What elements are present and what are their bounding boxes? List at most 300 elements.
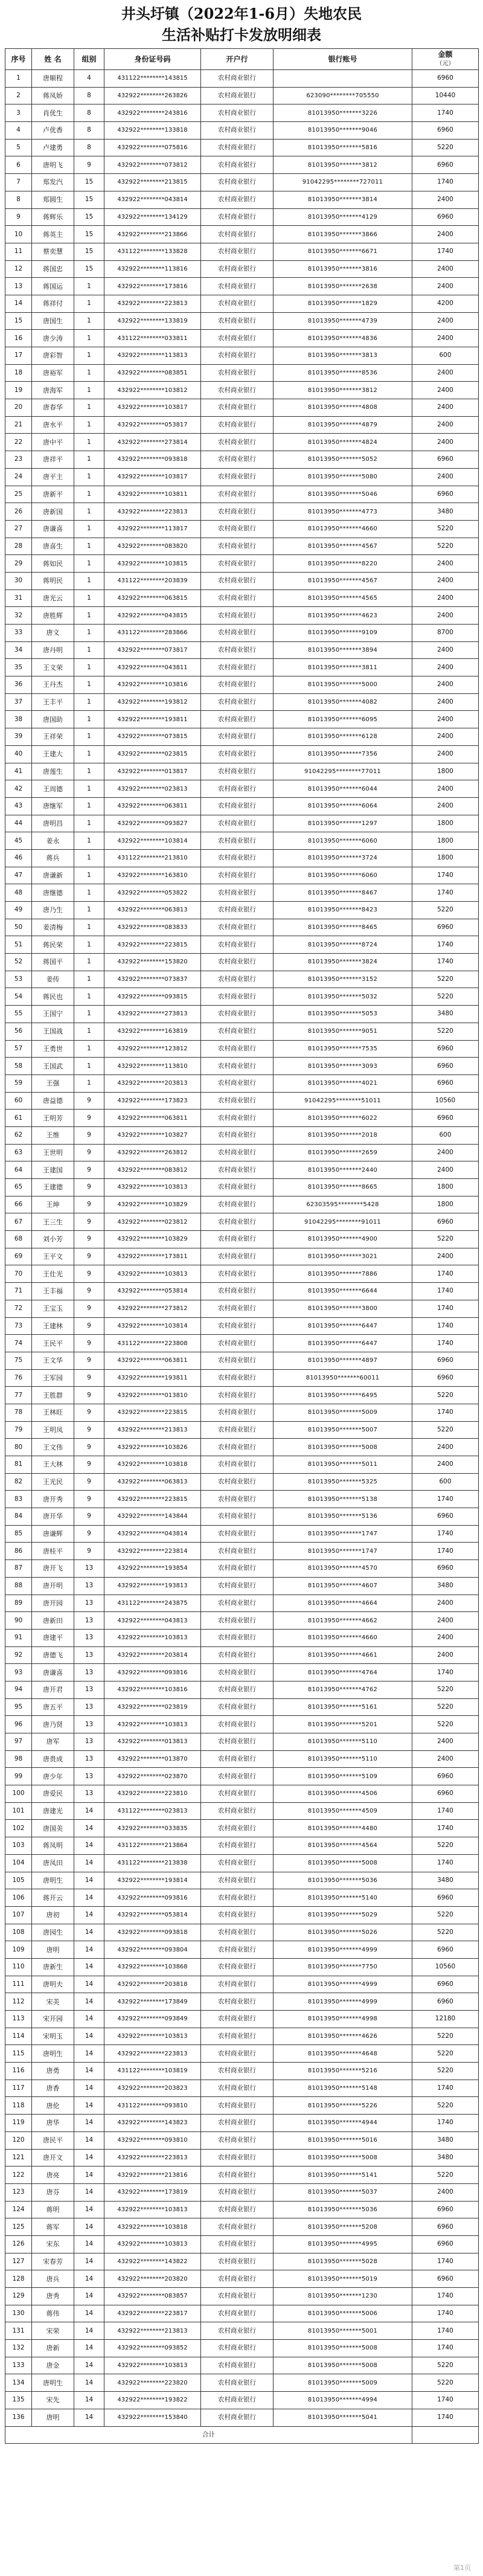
- table-row: [5, 2322, 479, 2340]
- cell-bank: 农村商业银行: [201, 1213, 273, 1231]
- cell-no: 27: [5, 520, 32, 538]
- table-row: [5, 1508, 479, 1526]
- cell-account: 81013950*******6447: [273, 1317, 412, 1335]
- cell-amount: 2400: [412, 330, 479, 347]
- cell-no: 72: [5, 1300, 32, 1317]
- cell-account: 81013950*******3800: [273, 1300, 412, 1317]
- cell-id: 432922********113810: [104, 1058, 201, 1075]
- cell-group: 1: [74, 676, 104, 694]
- cell-account: 81013950*******6060: [273, 832, 412, 850]
- table-row: [5, 399, 479, 417]
- cell-group: 9: [74, 1248, 104, 1265]
- cell-amount: 6960: [412, 1213, 479, 1231]
- cell-account: 81013950*******8724: [273, 936, 412, 954]
- cell-bank: 农村商业银行: [201, 1352, 273, 1369]
- table-row: [5, 971, 479, 988]
- table-row: [5, 122, 479, 140]
- cell-amount: 5220: [412, 139, 479, 156]
- cell-bank: 农村商业银行: [201, 1560, 273, 1578]
- cell-name: 蒋兵: [32, 849, 74, 867]
- cell-bank: 农村商业银行: [201, 902, 273, 919]
- cell-no: 102: [5, 1820, 32, 1837]
- table-row: [5, 1387, 479, 1404]
- cell-account: 81013950*******5029: [273, 1906, 412, 1924]
- cell-no: 66: [5, 1196, 32, 1213]
- cell-name: 唐香: [32, 2080, 74, 2097]
- cell-no: 32: [5, 607, 32, 625]
- cell-no: 116: [5, 2063, 32, 2080]
- cell-account: 81013950*******4998: [273, 2011, 412, 2028]
- cell-name: 唐明飞: [32, 156, 74, 174]
- cell-bank: 农村商业银行: [201, 1889, 273, 1907]
- cell-id: 432922********173819: [104, 2183, 201, 2201]
- table-row: [5, 1750, 479, 1768]
- cell-account: 81013950*******4567: [273, 572, 412, 589]
- cell-no: 40: [5, 745, 32, 763]
- table-row: [5, 832, 479, 850]
- cell-id: 432922********103817: [104, 399, 201, 417]
- cell-id: 432922********263812: [104, 1144, 201, 1161]
- cell-group: 14: [74, 2374, 104, 2392]
- cell-name: 王仕光: [32, 1265, 74, 1283]
- cell-group: 14: [74, 1941, 104, 1959]
- cell-account: 81013950*******4762: [273, 1681, 412, 1698]
- cell-amount: 1740: [412, 1525, 479, 1543]
- cell-amount: 2400: [412, 1456, 479, 1474]
- cell-name: 王勇世: [32, 1040, 74, 1058]
- cell-amount: 6960: [412, 70, 479, 88]
- cell-group: 1: [74, 278, 104, 295]
- cell-id: 432922********143823: [104, 2115, 201, 2132]
- cell-no: 84: [5, 1508, 32, 1526]
- cell-account: 81013950*******5110: [273, 1733, 412, 1751]
- cell-bank: 农村商业银行: [201, 1820, 273, 1837]
- cell-account: 81013950*******5037: [273, 2183, 412, 2201]
- cell-name: 唐彩智: [32, 347, 74, 365]
- cell-amount: 1800: [412, 832, 479, 850]
- cell-id: 432922********213816: [104, 2166, 201, 2184]
- cell-account: 81013950*******3824: [273, 954, 412, 971]
- cell-id: 432922********103814: [104, 832, 201, 850]
- cell-no: 10: [5, 226, 32, 243]
- cell-id: 432922********153840: [104, 2409, 201, 2426]
- cell-name: 唐德飞: [32, 1646, 74, 1664]
- cell-no: 124: [5, 2201, 32, 2218]
- cell-id: 432922********123812: [104, 1040, 201, 1058]
- header-amount-label: 金额: [438, 50, 453, 59]
- cell-name: 唐勇: [32, 2063, 74, 2080]
- cell-id: 432922********103813: [104, 2028, 201, 2045]
- cell-account: 81013950*******5080: [273, 468, 412, 486]
- cell-id: 432922********103813: [104, 2235, 201, 2253]
- cell-name: 唐凤田: [32, 1854, 74, 1872]
- cell-no: 48: [5, 884, 32, 902]
- table-row: [5, 2270, 479, 2288]
- cell-amount: 600: [412, 1473, 479, 1491]
- cell-amount: 2400: [412, 1144, 479, 1161]
- cell-name: 唐开秀: [32, 1491, 74, 1508]
- cell-account: 81013950*******5007: [273, 1421, 412, 1439]
- cell-amount: 10560: [412, 1958, 479, 1976]
- cell-account: 81013950*******4509: [273, 1802, 412, 1820]
- cell-amount: 6960: [412, 1369, 479, 1387]
- cell-id: 432922********093852: [104, 2340, 201, 2357]
- cell-name: 王坤: [32, 1196, 74, 1213]
- cell-id: 432922********013813: [104, 1733, 201, 1751]
- cell-bank: 农村商业银行: [201, 1854, 273, 1872]
- table-row: [5, 1126, 479, 1144]
- cell-amount: 2400: [412, 659, 479, 676]
- cell-bank: 农村商业银行: [201, 1577, 273, 1595]
- cell-group: 14: [74, 2218, 104, 2236]
- cell-no: 69: [5, 1248, 32, 1265]
- cell-id: 432922********043811: [104, 659, 201, 676]
- cell-account: 81013950*******3814: [273, 191, 412, 208]
- cell-no: 121: [5, 2149, 32, 2166]
- table-row: [5, 2131, 479, 2149]
- cell-no: 59: [5, 1074, 32, 1092]
- cell-no: 89: [5, 1595, 32, 1612]
- cell-bank: 农村商业银行: [201, 2011, 273, 2028]
- cell-no: 117: [5, 2080, 32, 2097]
- cell-group: 13: [74, 1560, 104, 1578]
- cell-group: 14: [74, 2149, 104, 2166]
- cell-id: 432922********143844: [104, 1508, 201, 1526]
- table-row: [5, 1110, 479, 1127]
- cell-amount: 4200: [412, 295, 479, 312]
- cell-amount: 5220: [412, 2028, 479, 2045]
- cell-name: 蒋如民: [32, 555, 74, 573]
- cell-group: 1: [74, 486, 104, 503]
- cell-account: 81013950*******3812: [273, 156, 412, 174]
- table-row: [5, 260, 479, 278]
- cell-group: 9: [74, 1265, 104, 1283]
- table-row: [5, 486, 479, 503]
- cell-amount: 1740: [412, 2409, 479, 2426]
- cell-group: 15: [74, 243, 104, 260]
- cell-no: 131: [5, 2322, 32, 2340]
- cell-no: 52: [5, 954, 32, 971]
- cell-bank: 农村商业银行: [201, 832, 273, 850]
- cell-bank: 农村商业银行: [201, 1681, 273, 1698]
- table-row: [5, 1248, 479, 1265]
- cell-group: 9: [74, 1491, 104, 1508]
- cell-name: 唐祥平: [32, 451, 74, 469]
- cell-no: 38: [5, 711, 32, 728]
- cell-bank: 农村商业银行: [201, 867, 273, 884]
- cell-account: 81013950*******6447: [273, 1335, 412, 1352]
- cell-name: 王国宁: [32, 1006, 74, 1023]
- cell-bank: 农村商业银行: [201, 2201, 273, 2218]
- cell-amount: 6960: [412, 2235, 479, 2253]
- cell-account: 81013950*******5028: [273, 2253, 412, 2270]
- cell-account: 81013950*******4626: [273, 2028, 412, 2045]
- table-row: [5, 1698, 479, 1716]
- cell-group: 1: [74, 434, 104, 451]
- cell-amount: 5220: [412, 2357, 479, 2374]
- table-row: [5, 1976, 479, 1993]
- cell-amount: 6960: [412, 1993, 479, 2011]
- cell-no: 55: [5, 1006, 32, 1023]
- cell-id: 432922********113813: [104, 347, 201, 365]
- cell-bank: 农村商业银行: [201, 434, 273, 451]
- cell-bank: 农村商业银行: [201, 1473, 273, 1491]
- table-row: [5, 1629, 479, 1646]
- cell-amount: 5220: [412, 971, 479, 988]
- cell-group: 14: [74, 2166, 104, 2184]
- cell-group: 8: [74, 87, 104, 104]
- table-row: [5, 1837, 479, 1855]
- cell-id: 432922********223813: [104, 2149, 201, 2166]
- cell-id: 432922********163819: [104, 1023, 201, 1040]
- table-row: [5, 2340, 479, 2357]
- cell-group: 14: [74, 2028, 104, 2045]
- cell-name: 唐明生: [32, 1872, 74, 1889]
- cell-account: 81013950*******5036: [273, 1872, 412, 1889]
- cell-name: 王国武: [32, 1058, 74, 1075]
- cell-name: 唐亮: [32, 2166, 74, 2184]
- cell-account: 81013950*******3724: [273, 849, 412, 867]
- cell-id: 432922********023815: [104, 745, 201, 763]
- cell-no: 113: [5, 2011, 32, 2028]
- cell-id: 432922********203818: [104, 1976, 201, 1993]
- cell-id: 432922********203820: [104, 2270, 201, 2288]
- cell-group: 14: [74, 2045, 104, 2063]
- cell-id: 432922********173816: [104, 278, 201, 295]
- header-bank: 开户行: [201, 49, 273, 70]
- cell-id: 432922********063811: [104, 1110, 201, 1127]
- cell-group: 1: [74, 468, 104, 486]
- cell-account: 81013950*******4999: [273, 1993, 412, 2011]
- cell-account: 91042295********727011: [273, 174, 412, 191]
- cell-account: 81013950*******4660: [273, 1629, 412, 1646]
- cell-id: 432922********223815: [104, 936, 201, 954]
- cell-account: 81013950*******5011: [273, 1456, 412, 1474]
- cell-name: 卢优香: [32, 122, 74, 140]
- cell-bank: 农村商业银行: [201, 312, 273, 330]
- cell-name: 唐莲生: [32, 763, 74, 780]
- cell-group: 4: [74, 70, 104, 88]
- cell-group: 14: [74, 2305, 104, 2322]
- cell-bank: 农村商业银行: [201, 676, 273, 694]
- cell-bank: 农村商业银行: [201, 1110, 273, 1127]
- cell-name: 唐水平: [32, 416, 74, 434]
- cell-id: 431122********133828: [104, 243, 201, 260]
- table-row: [5, 589, 479, 607]
- document-title: [0, 0, 483, 46]
- cell-account: 81013950*******5001: [273, 2322, 412, 2340]
- cell-id: 432922********043814: [104, 1525, 201, 1543]
- cell-bank: 农村商业银行: [201, 572, 273, 589]
- table-row: [5, 1491, 479, 1508]
- cell-amount: 1740: [412, 104, 479, 122]
- cell-bank: 农村商业银行: [201, 1283, 273, 1300]
- cell-bank: 农村商业银行: [201, 1387, 273, 1404]
- cell-group: 14: [74, 1837, 104, 1855]
- cell-no: 83: [5, 1491, 32, 1508]
- cell-amount: 6960: [412, 1941, 479, 1959]
- cell-group: 9: [74, 1439, 104, 1456]
- cell-name: 王明芳: [32, 1110, 74, 1127]
- cell-group: 14: [74, 1802, 104, 1820]
- cell-bank: 农村商业银行: [201, 2322, 273, 2340]
- cell-bank: 农村商业银行: [201, 1126, 273, 1144]
- cell-name: 王国战: [32, 1023, 74, 1040]
- cell-id: 432922********043815: [104, 607, 201, 625]
- cell-id: 432922********083851: [104, 364, 201, 382]
- cell-id: 432922********073812: [104, 156, 201, 174]
- cell-no: 120: [5, 2131, 32, 2149]
- cell-group: 9: [74, 1231, 104, 1248]
- cell-group: 1: [74, 399, 104, 417]
- cell-amount: 600: [412, 1126, 479, 1144]
- cell-amount: 1740: [412, 954, 479, 971]
- cell-bank: 农村商业银行: [201, 1144, 273, 1161]
- table-row: [5, 815, 479, 832]
- cell-account: 81013950*******5046: [273, 486, 412, 503]
- cell-id: 432922********103813: [104, 2201, 201, 2218]
- cell-no: 80: [5, 1439, 32, 1456]
- cell-amount: 1740: [412, 2392, 479, 2409]
- cell-bank: 农村商业银行: [201, 1785, 273, 1803]
- cell-id: 432922********043813: [104, 1612, 201, 1630]
- cell-amount: 6960: [412, 1889, 479, 1907]
- cell-amount: 2400: [412, 1629, 479, 1646]
- cell-amount: 1740: [412, 1300, 479, 1317]
- cell-id: 432922********093804: [104, 1941, 201, 1959]
- cell-group: 1: [74, 797, 104, 815]
- cell-name: 王建大: [32, 745, 74, 763]
- table-row: [5, 884, 479, 902]
- cell-group: 1: [74, 503, 104, 521]
- cell-name: 唐金: [32, 2357, 74, 2374]
- cell-name: 唐国助: [32, 711, 74, 728]
- table-row: [5, 849, 479, 867]
- cell-name: 宋开园: [32, 2011, 74, 2028]
- cell-no: 16: [5, 330, 32, 347]
- cell-no: 75: [5, 1352, 32, 1369]
- footer-total: [412, 2426, 479, 2444]
- table-row: [5, 1352, 479, 1369]
- cell-no: 77: [5, 1387, 32, 1404]
- cell-amount: 6960: [412, 1976, 479, 1993]
- cell-amount: 1800: [412, 849, 479, 867]
- cell-no: 86: [5, 1543, 32, 1560]
- cell-bank: 农村商业银行: [201, 347, 273, 365]
- title-line-2: 生活补贴打卡发放明细表: [162, 26, 321, 43]
- cell-name: 唐明生: [32, 2374, 74, 2392]
- cell-no: 1: [5, 70, 32, 88]
- cell-no: 78: [5, 1404, 32, 1421]
- cell-bank: 农村商业银行: [201, 2340, 273, 2357]
- table-row: [5, 902, 479, 919]
- cell-account: 91042295********91011: [273, 1213, 412, 1231]
- cell-name: 蒋凤娇: [32, 87, 74, 104]
- cell-amount: 5220: [412, 1681, 479, 1698]
- table-row: [5, 174, 479, 191]
- cell-group: 1: [74, 763, 104, 780]
- cell-id: 431122********143815: [104, 70, 201, 88]
- cell-no: 4: [5, 122, 32, 140]
- cell-id: 432922********223815: [104, 1404, 201, 1421]
- cell-account: 81013950*******6128: [273, 728, 412, 746]
- cell-no: 129: [5, 2288, 32, 2305]
- cell-no: 61: [5, 1110, 32, 1127]
- table-row: [5, 2374, 479, 2392]
- cell-bank: 农村商业银行: [201, 2288, 273, 2305]
- table-row: [5, 711, 479, 728]
- header-amount-unit: （元）: [436, 60, 455, 67]
- cell-name: 唐喜生: [32, 538, 74, 555]
- cell-account: 81013950*******6060: [273, 867, 412, 884]
- cell-group: 1: [74, 971, 104, 988]
- cell-group: 1: [74, 711, 104, 728]
- table-row: [5, 763, 479, 780]
- cell-bank: 农村商业银行: [201, 451, 273, 469]
- cell-no: 90: [5, 1612, 32, 1630]
- cell-no: 20: [5, 399, 32, 417]
- cell-no: 105: [5, 1872, 32, 1889]
- cell-account: 81013950*******4564: [273, 1837, 412, 1855]
- cell-name: 唐继德: [32, 884, 74, 902]
- cell-account: 81013950*******5140: [273, 1889, 412, 1907]
- cell-name: 姜清梅: [32, 919, 74, 936]
- table-row: [5, 104, 479, 122]
- cell-name: 唐益德: [32, 1092, 74, 1110]
- cell-bank: 农村商业银行: [201, 2080, 273, 2097]
- table-body: [5, 70, 479, 2444]
- cell-name: 卢建勇: [32, 139, 74, 156]
- cell-amount: 5220: [412, 2045, 479, 2063]
- cell-account: 623090********705550: [273, 87, 412, 104]
- table-row: [5, 70, 479, 88]
- table-row: [5, 364, 479, 382]
- table-footer-row: [5, 2426, 479, 2444]
- cell-group: 9: [74, 1335, 104, 1352]
- cell-no: 39: [5, 728, 32, 746]
- cell-group: 13: [74, 1681, 104, 1698]
- cell-id: 432922********173849: [104, 1993, 201, 2011]
- cell-amount: 1740: [412, 2305, 479, 2322]
- cell-group: 1: [74, 451, 104, 469]
- cell-amount: 8700: [412, 625, 479, 642]
- table-row: [5, 1196, 479, 1213]
- cell-amount: 5220: [412, 1421, 479, 1439]
- cell-id: 432922********083812: [104, 1161, 201, 1179]
- cell-account: 81013950*******4648: [273, 2045, 412, 2063]
- cell-name: 唐顺程: [32, 70, 74, 88]
- table-row: [5, 191, 479, 208]
- cell-group: 9: [74, 1456, 104, 1474]
- cell-amount: 1800: [412, 815, 479, 832]
- cell-account: 81013950*******5110: [273, 1750, 412, 1768]
- cell-id: 432922********043814: [104, 191, 201, 208]
- cell-name: 唐谦喜: [32, 520, 74, 538]
- cell-bank: 农村商业银行: [201, 1369, 273, 1387]
- cell-no: 130: [5, 2305, 32, 2322]
- cell-account: 81013950*******5136: [273, 1508, 412, 1526]
- cell-no: 37: [5, 693, 32, 711]
- cell-id: 432922********073817: [104, 641, 201, 659]
- cell-bank: 农村商业银行: [201, 815, 273, 832]
- cell-no: 46: [5, 849, 32, 867]
- cell-group: 9: [74, 1404, 104, 1421]
- cell-bank: 农村商业银行: [201, 1958, 273, 1976]
- cell-amount: 2400: [412, 1595, 479, 1612]
- cell-bank: 农村商业银行: [201, 745, 273, 763]
- cell-group: 1: [74, 780, 104, 798]
- cell-no: 25: [5, 486, 32, 503]
